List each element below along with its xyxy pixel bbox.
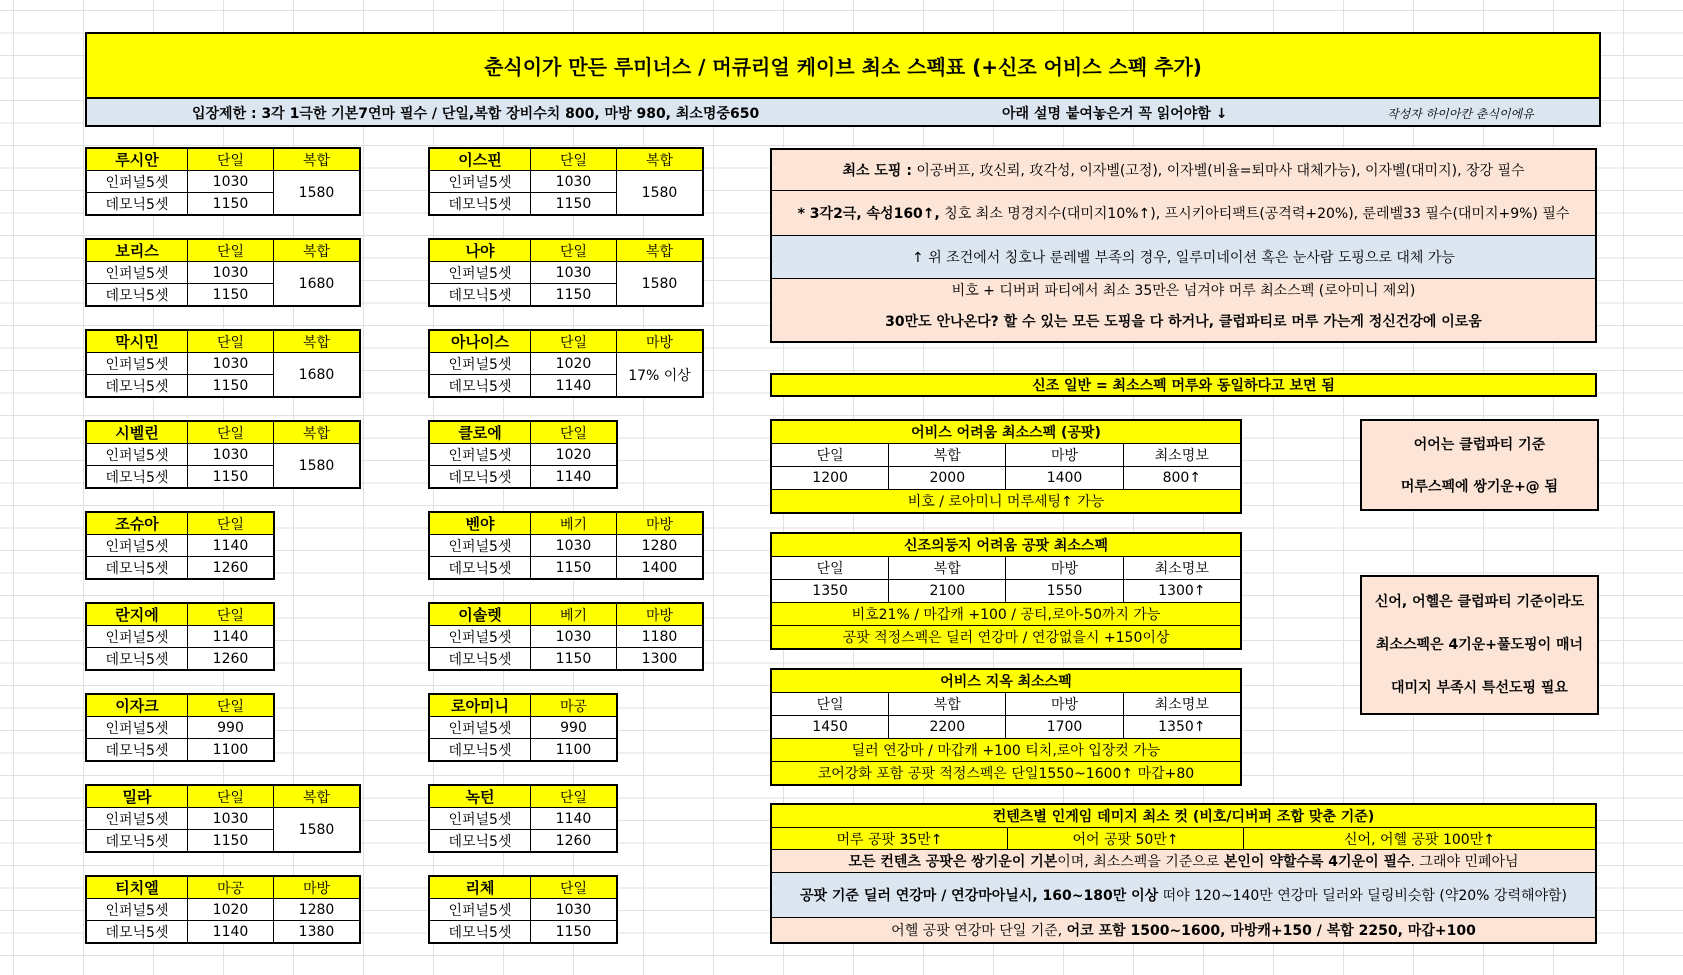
set-label: 데모닉5셋 (429, 739, 531, 762)
character-name: 리체 (429, 876, 531, 899)
damage-cut-meru: 머루 공팟 35만↑ (771, 828, 1008, 850)
stat-header: 복합 (889, 557, 1006, 580)
set-label: 데모닉5셋 (429, 284, 531, 307)
stat-col-1: 베기 (531, 512, 617, 535)
stat-col-2: 마방 (617, 603, 704, 626)
character-name: 막시민 (86, 330, 188, 353)
set-label: 인퍼널5셋 (429, 717, 531, 739)
damage-note-3: 어헬 공팟 연강마 단일 기준, 어코 포함 1500~1600, 마방캐+150 / 복합 2250, 마갑+100 (771, 918, 1596, 944)
stat-value: 1140 (531, 375, 617, 398)
character-table (85, 602, 275, 671)
set-label: 인퍼널5셋 (86, 535, 188, 557)
stat-col-2: 복합 (617, 239, 704, 262)
stat-value: 990 (188, 717, 275, 739)
stat-value: 1400 (617, 557, 704, 580)
stat-col-1: 단일 (531, 330, 617, 353)
stat-value: 1020 (188, 899, 274, 921)
stat-col-2: 복합 (274, 421, 361, 444)
stat-value: 1030 (531, 535, 617, 557)
club-party-line-2: 머루스펙에 쌍기운+@ 됨 (1400, 479, 1559, 495)
character-table (428, 602, 704, 671)
stat-header: 마방 (1006, 444, 1123, 467)
stat-value: 1150 (188, 284, 274, 307)
damage-cut-shineo: 신어, 어헬 공팟 100만↑ (1244, 828, 1597, 850)
stat-col-1: 마공 (188, 876, 274, 899)
stat-value-merged: 1580 (274, 808, 361, 853)
stat-header: 최소명보 (1123, 557, 1241, 580)
stat-value: 1260 (188, 557, 275, 580)
character-name: 녹턴 (429, 785, 531, 808)
stat-value: 1140 (531, 466, 618, 489)
abyss-hard-title: 어비스 어려움 최소스펙 (공팟) (771, 420, 1241, 444)
set-label: 인퍼널5셋 (86, 171, 188, 193)
character-table (85, 784, 361, 853)
set-label: 데모닉5셋 (429, 375, 531, 398)
character-name: 란지에 (86, 603, 188, 626)
stat-value: 1140 (188, 921, 274, 944)
note-min-doping: 최소 도핑 : 이공버프, 攻신뢰, 攻각성, 이자벨(고정), 이자벨(비율=퇴마사 대체가능), 이자벨(대미지), 장강 필수 (771, 149, 1596, 191)
stat-col-1: 단일 (188, 330, 274, 353)
character-name: 이솔렛 (429, 603, 531, 626)
character-table (428, 420, 618, 489)
damage-note-2: 공팟 기준 딜러 연강마 / 연강마아닐시, 160~180만 이상 떠야 120~140만 연강마 딜러와 딜링비슷함 (약20% 강력해야함) (771, 873, 1596, 918)
damage-cut-title: 컨텐츠별 인게임 데미지 최소 컷 (비호/디버퍼 조합 맞춘 기준) (771, 804, 1596, 828)
set-label: 데모닉5셋 (86, 648, 188, 671)
set-label: 데모닉5셋 (429, 648, 531, 671)
set-label: 인퍼널5셋 (429, 353, 531, 375)
stat-col-1: 단일 (188, 148, 274, 171)
stat-value: 1030 (188, 444, 274, 466)
stat-col-1: 단일 (531, 239, 617, 262)
character-table (428, 147, 704, 216)
stat-value: 1260 (188, 648, 275, 671)
stat-value: 1140 (531, 808, 618, 830)
stat-col-1: 단일 (531, 421, 618, 444)
stat-col-2: 복합 (617, 148, 704, 171)
character-table (85, 238, 361, 307)
set-label: 인퍼널5셋 (429, 444, 531, 466)
manner-box (1360, 575, 1599, 715)
character-name: 밀라 (86, 785, 188, 808)
stat-col-2: 복합 (274, 785, 361, 808)
stat-col-1: 단일 (531, 785, 618, 808)
character-table (428, 238, 704, 307)
abyss-hell-table (770, 668, 1242, 786)
stat-col-1: 베기 (531, 603, 617, 626)
set-label: 데모닉5셋 (429, 557, 531, 580)
stat-col-1: 단일 (188, 421, 274, 444)
character-table (85, 511, 275, 580)
stat-value: 1150 (531, 193, 617, 216)
stat-value: 1140 (188, 535, 275, 557)
stat-header: 최소명보 (1123, 693, 1241, 716)
set-label: 인퍼널5셋 (429, 899, 531, 921)
set-label: 인퍼널5셋 (86, 353, 188, 375)
stat-header: 마방 (1006, 693, 1123, 716)
set-label: 인퍼널5셋 (429, 171, 531, 193)
stat-value-merged: 1680 (274, 353, 361, 398)
set-label: 인퍼널5셋 (429, 535, 531, 557)
stat-value: 1350 (771, 580, 889, 603)
character-table (85, 693, 275, 762)
notes-table (770, 148, 1597, 343)
stat-col-2: 복합 (274, 148, 361, 171)
set-label: 인퍼널5셋 (86, 717, 188, 739)
stat-col-2: 복합 (274, 330, 361, 353)
stat-value: 1020 (531, 353, 617, 375)
stat-header: 단일 (771, 444, 889, 467)
character-table (428, 511, 704, 580)
set-label: 데모닉5셋 (429, 830, 531, 853)
set-label: 데모닉5셋 (86, 375, 188, 398)
stat-value: 1030 (188, 808, 274, 830)
stat-value: 1280 (274, 899, 361, 921)
stat-col-1: 단일 (188, 694, 275, 717)
abyss-hell-note-1: 딜러 연강마 / 마갑캐 +100 티치,로아 입장컷 가능 (771, 739, 1241, 762)
stat-value: 1260 (531, 830, 618, 853)
manner-line-1: 신어, 어헬은 클럽파티 기준이라도 (1374, 594, 1585, 610)
stat-col-1: 단일 (531, 876, 618, 899)
shinjo-normal-text: 신조 일반 = 최소스펙 머루와 동일하다고 보면 됨 (771, 374, 1596, 396)
character-table (428, 784, 618, 853)
info-bar (85, 97, 1601, 127)
manner-line-2: 최소스펙은 4기운+풀도핑이 매너 (1375, 637, 1584, 653)
stat-value: 2000 (889, 467, 1006, 490)
stat-value: 1030 (531, 262, 617, 284)
stat-value: 1200 (771, 467, 889, 490)
set-label: 데모닉5셋 (86, 739, 188, 762)
character-name: 벤야 (429, 512, 531, 535)
set-label: 인퍼널5셋 (429, 808, 531, 830)
stat-col-1: 단일 (188, 239, 274, 262)
stat-value: 1150 (531, 921, 618, 944)
stat-value: 1030 (531, 171, 617, 193)
character-name: 루시안 (86, 148, 188, 171)
character-table (428, 693, 618, 762)
title-text: 춘식이가 만든 루미너스 / 머큐리얼 케이브 최소 스펙표 (+신조 어비스 스펙 추가) (484, 55, 1202, 79)
set-label: 인퍼널5셋 (86, 444, 188, 466)
club-party-line-1: 어어는 클럽파티 기준 (1413, 437, 1546, 453)
set-label: 인퍼널5셋 (86, 899, 188, 921)
shinjo-hard-note-2: 공팟 적정스펙은 딜러 연강마 / 연강없을시 +150이상 (771, 626, 1241, 650)
set-label: 데모닉5셋 (429, 193, 531, 216)
stat-value: 1280 (617, 535, 704, 557)
stat-value: 1300 (617, 648, 704, 671)
stat-value: 1100 (531, 739, 618, 762)
character-table (85, 420, 361, 489)
set-label: 데모닉5셋 (429, 466, 531, 489)
manner-line-3: 대미지 부족시 특선도핑 필요 (1391, 680, 1568, 696)
stat-col-2: 마방 (274, 876, 361, 899)
character-name: 보리스 (86, 239, 188, 262)
set-label: 인퍼널5셋 (86, 626, 188, 648)
note-damage-35: 비호 + 디버퍼 파티에서 최소 35만은 넘겨야 머루 최소스펙 (로아미니 제외) (771, 279, 1596, 302)
set-label: 데모닉5셋 (86, 921, 188, 944)
stat-value-merged: 1580 (617, 262, 704, 307)
character-name: 이스핀 (429, 148, 531, 171)
character-table (428, 329, 704, 398)
note-requirements: * 3각2극, 속성160↑, 칭호 최소 명경지수(대미지10%↑), 프시키아티팩트(공격력+20%), 룬레벨33 필수(대미지+9%) 필수 (771, 191, 1596, 236)
abyss-hard-note: 비호 / 로아미니 머루세팅↑ 가능 (771, 490, 1241, 514)
stat-value: 2100 (889, 580, 1006, 603)
stat-header: 최소명보 (1123, 444, 1241, 467)
stat-value: 1030 (531, 899, 618, 921)
abyss-hell-note-2: 코어강화 포함 공팟 적정스펙은 단일1550~1600↑ 마갑+80 (771, 762, 1241, 786)
stat-value: 1180 (617, 626, 704, 648)
stat-value: 800↑ (1123, 467, 1241, 490)
stat-value-merged: 1580 (617, 171, 704, 216)
damage-cut-table (770, 803, 1597, 944)
character-table (85, 875, 361, 944)
stat-value: 1100 (188, 739, 275, 762)
stat-header: 복합 (889, 444, 1006, 467)
damage-note-1: 모든 컨텐츠 공팟은 쌍기운이 기본이며, 최소스펙을 기준으로 본인이 약할수록 4기운이 필수. 그래야 민폐아님 (771, 850, 1596, 873)
set-label: 인퍼널5셋 (86, 262, 188, 284)
stat-value: 1150 (531, 648, 617, 671)
stat-value: 1030 (188, 262, 274, 284)
character-table (428, 875, 618, 944)
stat-value-merged: 1580 (274, 171, 361, 216)
stat-value: 1030 (188, 353, 274, 375)
shinjo-normal-banner (770, 373, 1597, 397)
stat-value: 1150 (531, 284, 617, 307)
stat-value: 1020 (531, 444, 618, 466)
set-label: 데모닉5셋 (86, 557, 188, 580)
stat-value: 1150 (188, 375, 274, 398)
damage-cut-eoeo: 어어 공팟 50만↑ (1008, 828, 1244, 850)
stat-value-merged: 1680 (274, 262, 361, 307)
stat-value: 1030 (531, 626, 617, 648)
stat-col-1: 단일 (188, 603, 275, 626)
stat-value: 1150 (188, 830, 274, 853)
stat-value: 1140 (188, 626, 275, 648)
stat-header: 마방 (1006, 557, 1123, 580)
stat-value: 1150 (531, 557, 617, 580)
note-advice: 30만도 안나온다? 할 수 있는 모든 도핑을 다 하거나, 클럽파티로 머루 가는게 정신건강에 이로움 (771, 301, 1596, 342)
stat-col-2: 복합 (274, 239, 361, 262)
character-table (85, 147, 361, 216)
abyss-hard-table (770, 419, 1242, 514)
character-name: 로아미니 (429, 694, 531, 717)
stat-col-1: 단일 (531, 148, 617, 171)
character-name: 클로에 (429, 421, 531, 444)
stat-value: 1700 (1006, 716, 1123, 739)
stat-header: 단일 (771, 557, 889, 580)
abyss-hell-title: 어비스 지옥 최소스펙 (771, 669, 1241, 693)
character-name: 시벨린 (86, 421, 188, 444)
stat-col-1: 단일 (188, 512, 275, 535)
stat-header: 복합 (889, 693, 1006, 716)
stat-value: 1350↑ (1123, 716, 1241, 739)
note-substitute: ↑ 위 조건에서 칭호나 룬레벨 부족의 경우, 일루미네이션 혹은 눈사람 도핑으로 대체 가능 (771, 236, 1596, 279)
character-table (85, 329, 361, 398)
character-name: 나야 (429, 239, 531, 262)
stat-col-2: 마방 (617, 330, 704, 353)
set-label: 데모닉5셋 (86, 284, 188, 307)
stat-value: 1450 (771, 716, 889, 739)
stat-value: 1150 (188, 193, 274, 216)
stat-value: 1400 (1006, 467, 1123, 490)
set-label: 데모닉5셋 (429, 921, 531, 944)
character-name: 티치엘 (86, 876, 188, 899)
set-label: 인퍼널5셋 (429, 262, 531, 284)
stat-col-1: 단일 (188, 785, 274, 808)
entry-requirements: 입장제한 : 3각 1극한 기본7연마 필수 / 단일,복합 장비수치 800, 마방 980, 최소명중650 (192, 106, 760, 122)
stat-col-2: 마방 (617, 512, 704, 535)
set-label: 데모닉5셋 (86, 193, 188, 216)
set-label: 인퍼널5셋 (429, 626, 531, 648)
author-note: 작성자 하이아칸 춘식이에유 (1387, 107, 1534, 121)
page-title (85, 32, 1601, 97)
stat-value: 1550 (1006, 580, 1123, 603)
stat-header: 단일 (771, 693, 889, 716)
read-note: 아래 설명 붙여놓은거 꼭 읽어야함 ↓ (1002, 106, 1228, 122)
stat-value-merged: 17% 이상 (617, 353, 704, 398)
shinjo-hard-note-1: 비호21% / 마갑캐 +100 / 공티,로아-50까지 가능 (771, 603, 1241, 626)
set-label: 데모닉5셋 (86, 830, 188, 853)
shinjo-hard-table (770, 532, 1242, 650)
stat-value: 1030 (188, 171, 274, 193)
stat-value: 990 (531, 717, 618, 739)
character-name: 아나이스 (429, 330, 531, 353)
stat-value: 1150 (188, 466, 274, 489)
character-name: 이자크 (86, 694, 188, 717)
shinjo-hard-title: 신조의둥지 어려움 공팟 최소스펙 (771, 533, 1241, 557)
stat-col-1: 마공 (531, 694, 618, 717)
stat-value: 1380 (274, 921, 361, 944)
stat-value-merged: 1580 (274, 444, 361, 489)
character-name: 조슈아 (86, 512, 188, 535)
set-label: 인퍼널5셋 (86, 808, 188, 830)
set-label: 데모닉5셋 (86, 466, 188, 489)
stat-value: 1300↑ (1123, 580, 1241, 603)
club-party-box (1360, 419, 1599, 511)
stat-value: 2200 (889, 716, 1006, 739)
